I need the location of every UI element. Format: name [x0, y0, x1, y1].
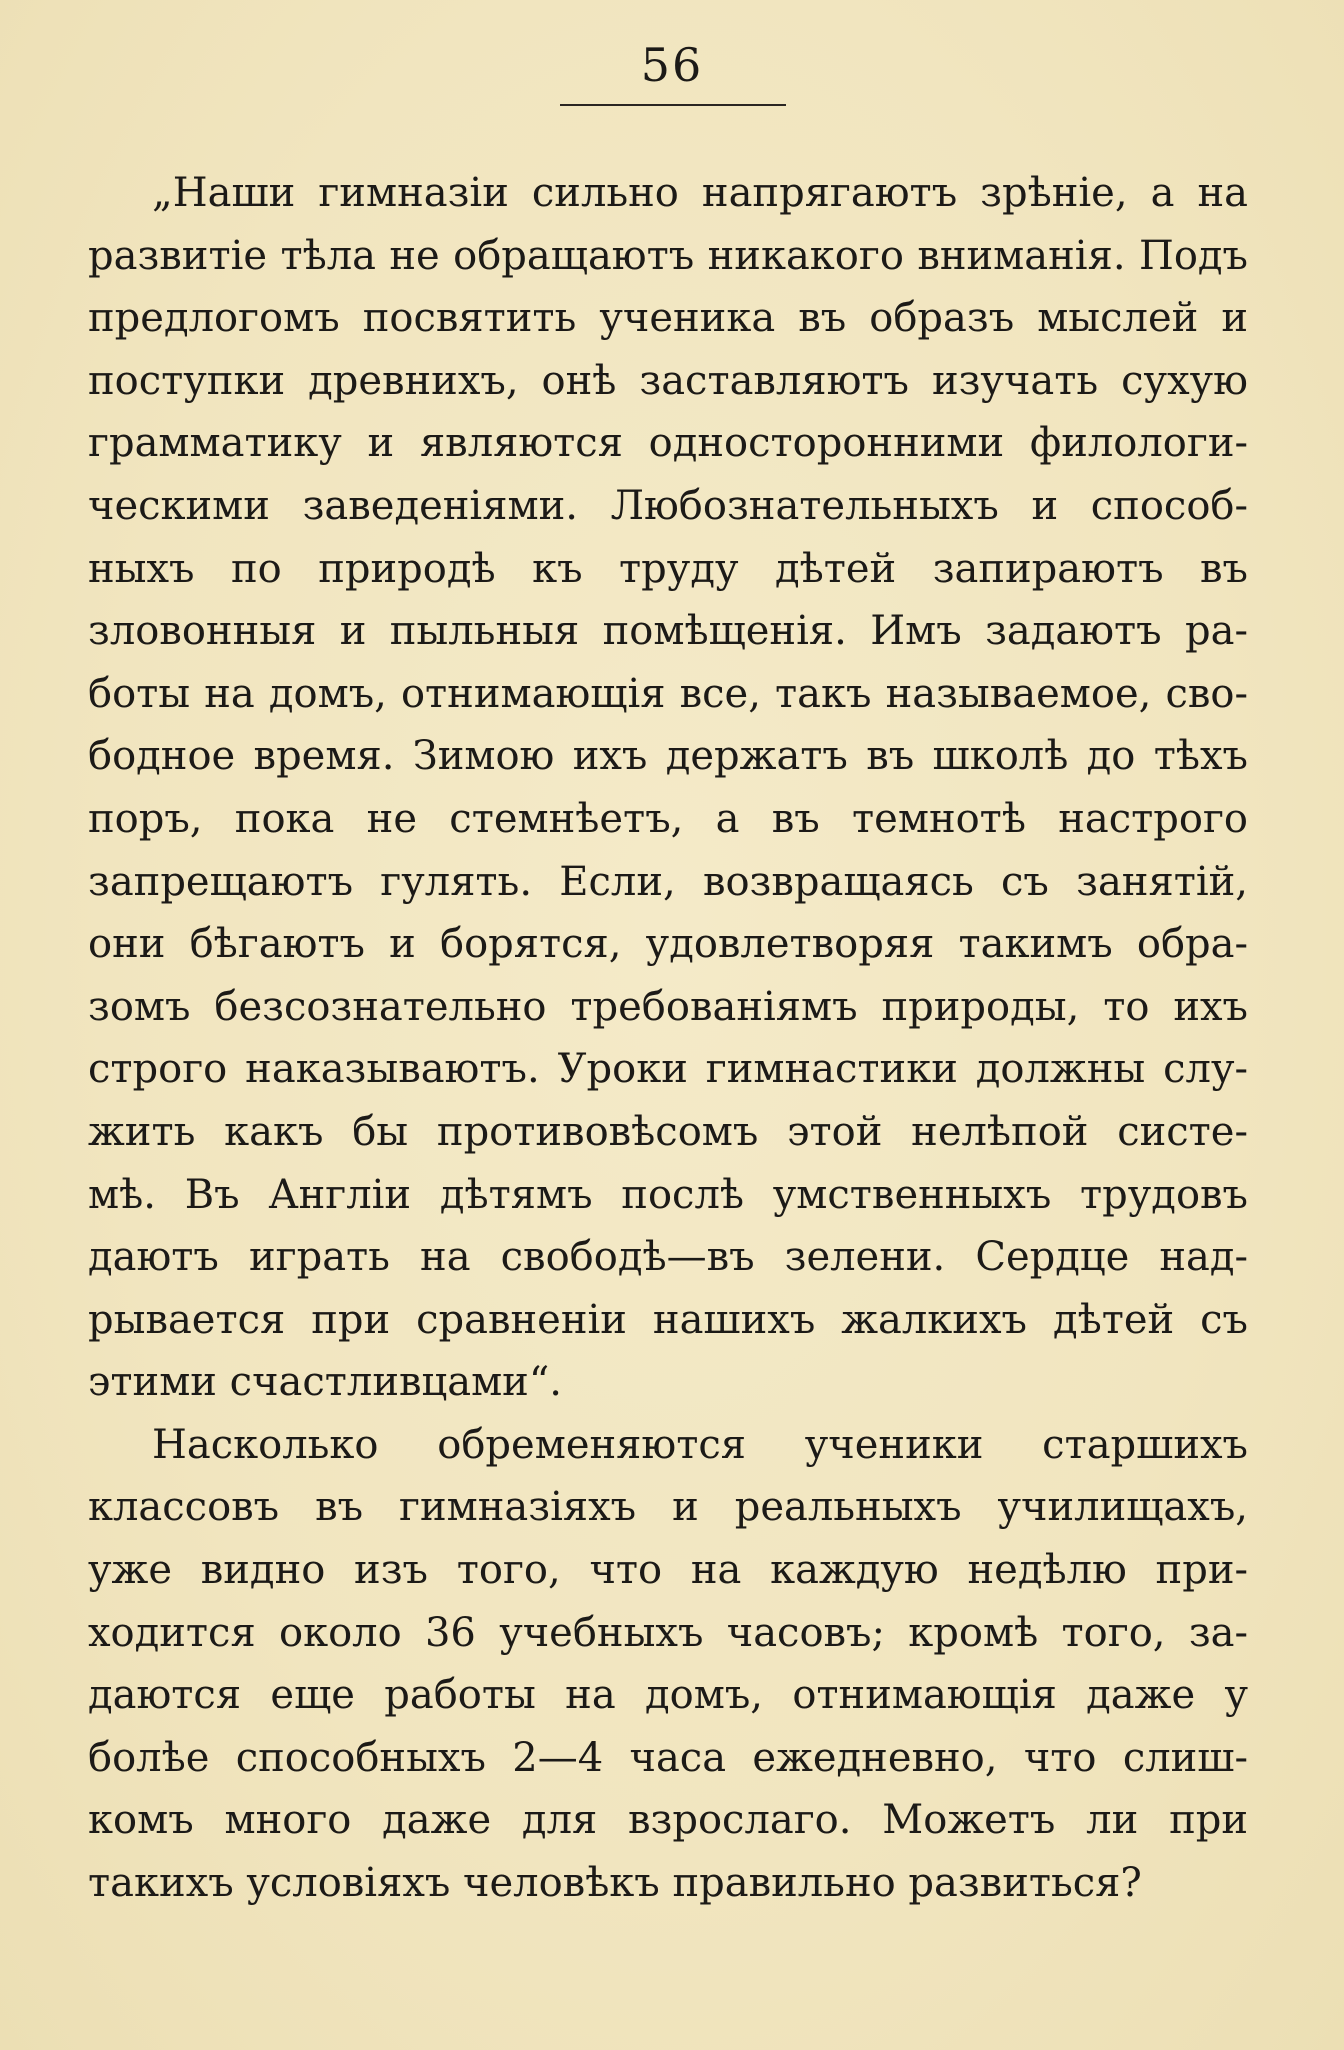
text-line: развитіе тѣла не обращаютъ никакого вниманія. Подъ — [88, 232, 1248, 279]
text-line: предлогомъ посвятить ученика въ образъ мыслей и — [88, 295, 1248, 342]
text-line: болѣе способныхъ 2—4 часа ежедневно, что слиш- — [88, 1734, 1248, 1781]
text-line: ходится около 36 учебныхъ часовъ; кромѣ того, за- — [88, 1609, 1248, 1656]
text-line: рывается при сравненіи нашихъ жалкихъ дѣтей съ — [88, 1296, 1248, 1343]
text-line: бодное время. Зимою ихъ держатъ въ школѣ до тѣхъ — [88, 733, 1248, 780]
page-number: 56 — [640, 38, 704, 92]
header-rule — [560, 104, 786, 106]
text-line: ныхъ по природѣ къ труду дѣтей запираютъ въ — [88, 545, 1248, 592]
text-line: поръ, пока не стемнѣетъ, а въ темнотѣ настрого — [88, 795, 1248, 842]
text-line: даютъ играть на свободѣ—въ зелени. Сердце над- — [88, 1234, 1248, 1281]
text-line: поступки древнихъ, онѣ заставляютъ изучать сухую — [88, 357, 1248, 404]
text-line: ческими заведеніями. Любознательныхъ и способ- — [88, 482, 1248, 529]
text-line: грамматику и являются односторонними филологи- — [88, 420, 1248, 467]
text-line: „Наши гимназіи сильно напрягаютъ зрѣніе, а на — [152, 170, 1248, 216]
text-line: запрещаютъ гулять. Если, возвращаясь съ занятій, — [88, 858, 1248, 905]
body-text — [88, 162, 1248, 1915]
text-line: даются еще работы на домъ, отнимающія даже у — [88, 1672, 1248, 1719]
text-line: такихъ условіяхъ человѣкъ правильно развиться? — [88, 1860, 1142, 1907]
paragraph-2 — [88, 1414, 1248, 1915]
text-line: строго наказываютъ. Уроки гимнастики должны слу- — [88, 1046, 1248, 1093]
text-line: классовъ въ гимназіяхъ и реальныхъ училищахъ, — [88, 1484, 1248, 1531]
text-line: они бѣгаютъ и борятся, удовлетворяя такимъ обра- — [88, 921, 1248, 968]
text-line: комъ много даже для взрослаго. Можетъ ли при — [88, 1797, 1248, 1844]
text-line: Насколько обременяются ученики старшихъ — [152, 1421, 1248, 1468]
text-line: уже видно изъ того, что на каждую недѣлю при- — [88, 1547, 1248, 1594]
text-line: мѣ. Въ Англіи дѣтямъ послѣ умственныхъ трудовъ — [88, 1171, 1248, 1218]
text-line: зомъ безсознательно требованіямъ природы, то ихъ — [88, 983, 1248, 1030]
text-line: зловонныя и пыльныя помѣщенія. Имъ задаютъ ра- — [88, 608, 1248, 655]
text-line: боты на домъ, отнимающія все, такъ называемое, сво- — [88, 670, 1248, 717]
paragraph-1 — [88, 162, 1248, 1414]
text-line: этими счастливцами“. — [88, 1359, 563, 1406]
text-line: жить какъ бы противовѣсомъ этой нелѣпой систе- — [88, 1108, 1248, 1155]
